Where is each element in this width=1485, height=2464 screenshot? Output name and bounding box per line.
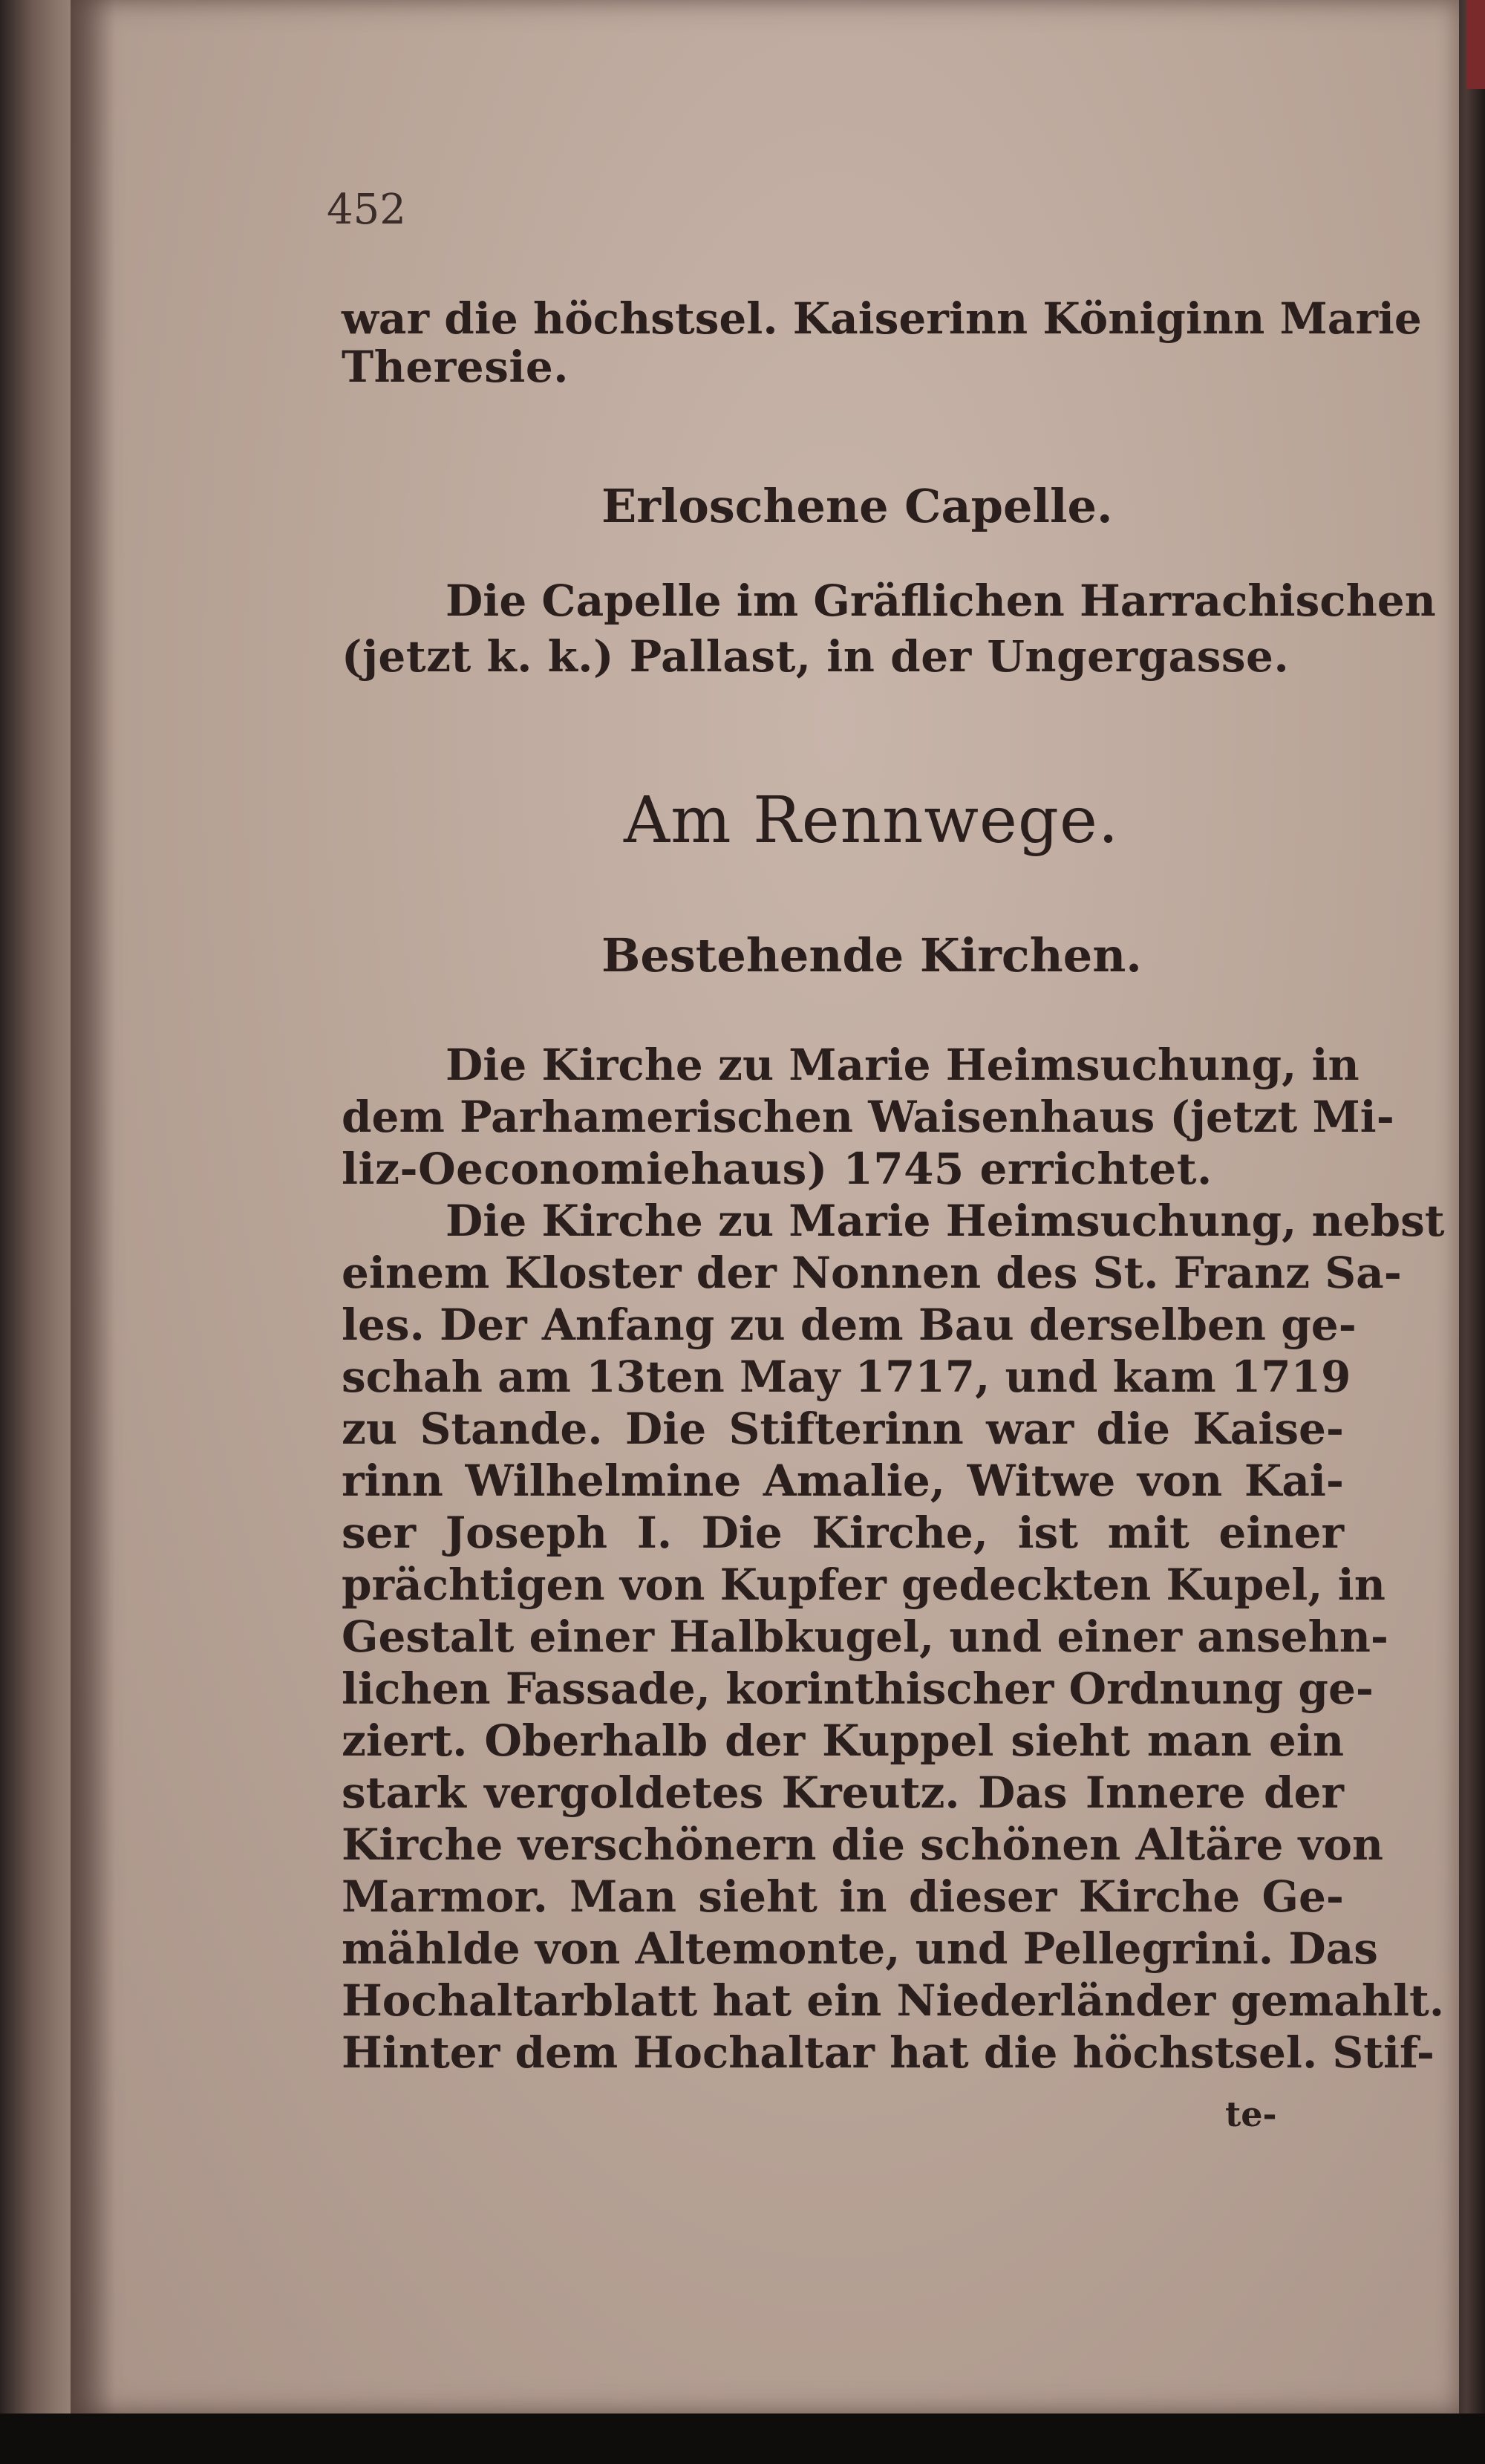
p2-line-11: ziert. Oberhalb der Kuppel sieht man ein xyxy=(342,1715,1344,1766)
p2-line-14: Marmor. Man sieht in dieser Kirche Ge- xyxy=(342,1871,1344,1922)
p1-line-2: dem Parhamerischen Waisenhaus (jetzt Mi- xyxy=(342,1092,1394,1142)
intro-line-2: Theresie. xyxy=(342,342,569,392)
page-number: 452 xyxy=(327,186,406,234)
p2-line-16: Hochaltarblatt hat ein Niederländer gemahlt. xyxy=(342,1975,1445,2026)
bookmark-ribbon xyxy=(1466,0,1485,89)
p2-line-5: zu Stande. Die Stifterinn war die Kaise- xyxy=(342,1404,1344,1454)
p2-line-12: stark vergoldetes Kreutz. Das Innere der xyxy=(342,1767,1344,1818)
p2-line-6: rinn Wilhelmine Amalie, Witwe von Kai- xyxy=(342,1456,1344,1506)
main-heading: Am Rennwege. xyxy=(624,783,1120,858)
p2-line-8: prächtigen von Kupfer gedeckten Kupel, in xyxy=(342,1559,1386,1610)
p2-line-15: mählde von Altemonte, und Pellegrini. Das xyxy=(342,1923,1378,1974)
p2-line-1: Die Kirche zu Marie Heimsuchung, nebst xyxy=(446,1196,1445,1246)
p2-line-17: Hinter dem Hochaltar hat die höchstsel. Stif- xyxy=(342,2027,1435,2078)
p2-line-9: Gestalt einer Halbkugel, und einer ansehn- xyxy=(342,1611,1388,1662)
page-gutter-shadow xyxy=(71,0,115,2414)
section1-line-1: Die Capelle im Gräflichen Harrachischen xyxy=(446,576,1436,626)
intro-line-1: war die höchstsel. Kaiserinn Königinn Marie xyxy=(342,293,1422,344)
section1-line-2: (jetzt k. k.) Pallast, in der Ungergasse. xyxy=(342,631,1290,682)
p2-line-10: lichen Fassade, korinthischer Ordnung ge- xyxy=(342,1663,1374,1714)
p2-line-3: les. Der Anfang zu dem Bau derselben ge- xyxy=(342,1300,1357,1350)
book-spine xyxy=(0,0,82,2464)
p2-line-2: einem Kloster der Nonnen des St. Franz Sa- xyxy=(342,1248,1402,1298)
catchword: te- xyxy=(1225,2094,1277,2134)
section-heading-erloschene: Erloschene Capelle. xyxy=(601,479,1113,533)
p1-line-3: liz-Oeconomiehaus) 1745 errichtet. xyxy=(342,1144,1213,1194)
p2-line-13: Kirche verschönern die schönen Altäre von xyxy=(342,1819,1384,1870)
p1-line-1: Die Kirche zu Marie Heimsuchung, in xyxy=(446,1040,1360,1090)
bottom-shadow xyxy=(0,2414,1485,2464)
p2-line-4: schah am 13ten May 1717, und kam 1719 xyxy=(342,1352,1351,1402)
section-heading-bestehende: Bestehende Kirchen. xyxy=(601,928,1142,982)
p2-line-7: ser Joseph I. Die Kirche, ist mit einer xyxy=(342,1508,1344,1558)
